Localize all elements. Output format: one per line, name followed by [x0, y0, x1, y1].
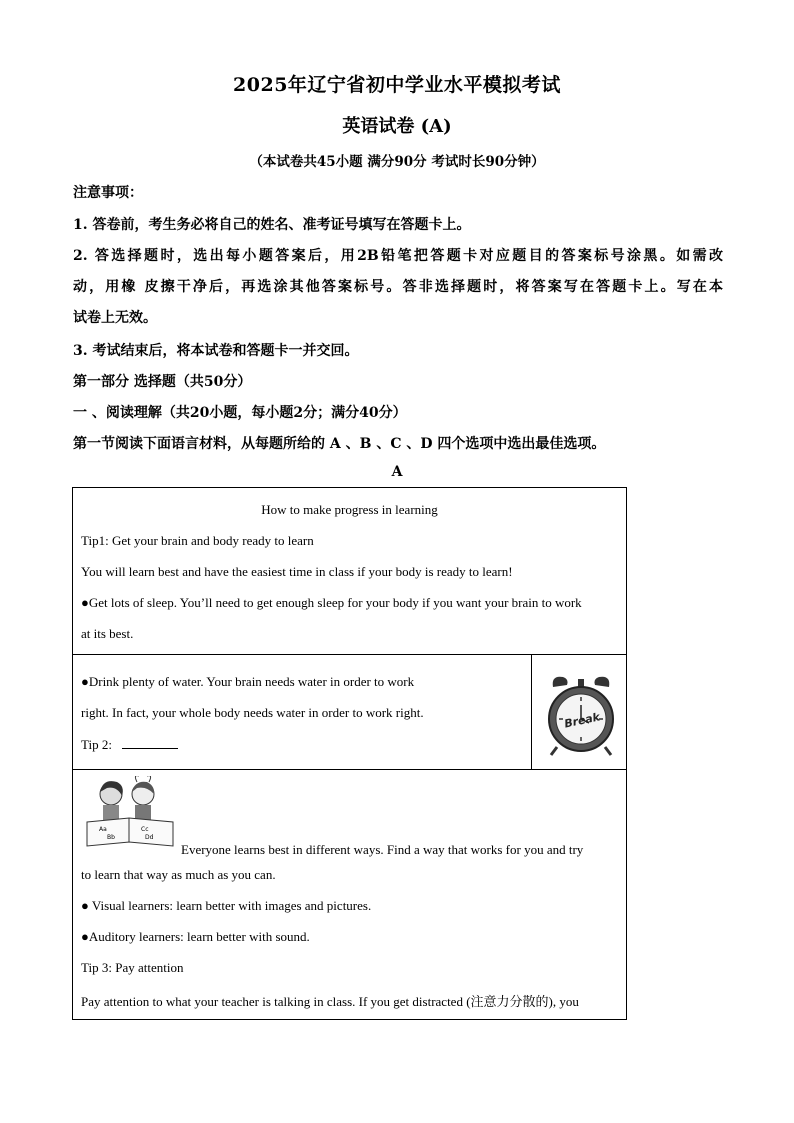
tip1-text: You will learn best and have the easiest time in class if your body is ready to learn!: [81, 564, 513, 579]
section1-instruction: 第一节阅读下面语言材料，从每题所给的 A 、B 、C 、D 四个选项中选出最佳选项。: [73, 436, 606, 452]
ways-text-2: to learn that way as much as you can.: [81, 867, 276, 882]
paper-title: 英语试卷 (A): [342, 116, 452, 137]
sleep-line-1: ●Get lots of sleep. You’ll need to get enough sleep for your body if you want your brain to work: [81, 595, 582, 610]
water-line-2: right. In fact, your whole body needs water in order to work right.: [81, 705, 424, 720]
book-letter-4: Dd: [145, 834, 154, 841]
passage-box-3: [72, 769, 627, 1020]
auditory-learners: ●Auditory learners: learn better with sound.: [81, 929, 310, 944]
tip2-line: [81, 736, 178, 753]
notes-heading: 注意事项：: [73, 185, 143, 201]
sleep-line-2: at its best.: [81, 626, 134, 641]
cell-divider: [531, 655, 532, 769]
passage-box-1: [72, 487, 627, 655]
section1-heading: 一 、阅读理解（共20小题，每小题2分；满分40分）: [73, 405, 407, 421]
exam-title: 2025年辽宁省初中学业水平模拟考试: [233, 74, 561, 96]
ways-text: Everyone learns best in different ways. Find a way that works for you and try: [181, 842, 584, 857]
book-letter-3: Bb: [107, 834, 115, 841]
alarm-clock-icon: [541, 671, 621, 757]
passage-box-2: [72, 654, 627, 770]
note-item-1: 1. 答卷前，考生务必将自己的姓名、准考证号填写在答题卡上。: [73, 217, 471, 233]
tip2-label: Tip 2:: [81, 737, 112, 752]
water-line-1: ●Drink plenty of water. Your brain needs water in order to work: [81, 674, 415, 689]
book-letter-1: Aa: [99, 826, 107, 833]
note-item-2-line-2: 动，用橡 皮擦干净后，再选涂其他答案标号。答非选择题时，将答案写在答题卡上。写在本: [73, 279, 723, 295]
tip2-blank: [122, 736, 178, 749]
clock-label: Break: [563, 710, 602, 731]
note-item-2-line-1: 2. 答选择题时，选出每小题答案后，用2B铅笔把答题卡对应题目的答案标号涂黑。如需改: [73, 248, 723, 264]
book-letter-2: Cc: [141, 826, 149, 833]
note-item-3: 3. 考试结束后，将本试卷和答题卡一并交回。: [73, 343, 359, 359]
children-reading-illustration: [81, 776, 181, 850]
passage-title: How to make progress in learning: [261, 502, 438, 517]
visual-learners: ● Visual learners: learn better with images and pictures.: [81, 898, 372, 913]
note-item-2-line-3: 试卷上无效。: [73, 310, 157, 326]
exam-info: （本试卷共45小题 满分90分 考试时长90分钟）: [249, 154, 545, 170]
tip3-text: Pay attention to what your teacher is talking in class. If you get distracted (注意力分散的), you: [81, 994, 579, 1009]
tip1-heading: Tip1: Get your brain and body ready to learn: [81, 533, 314, 548]
passage-label: A: [391, 464, 403, 480]
tip3-heading: Tip 3: Pay attention: [81, 960, 184, 975]
part1-heading: 第一部分 选择题（共50分）: [73, 374, 252, 390]
